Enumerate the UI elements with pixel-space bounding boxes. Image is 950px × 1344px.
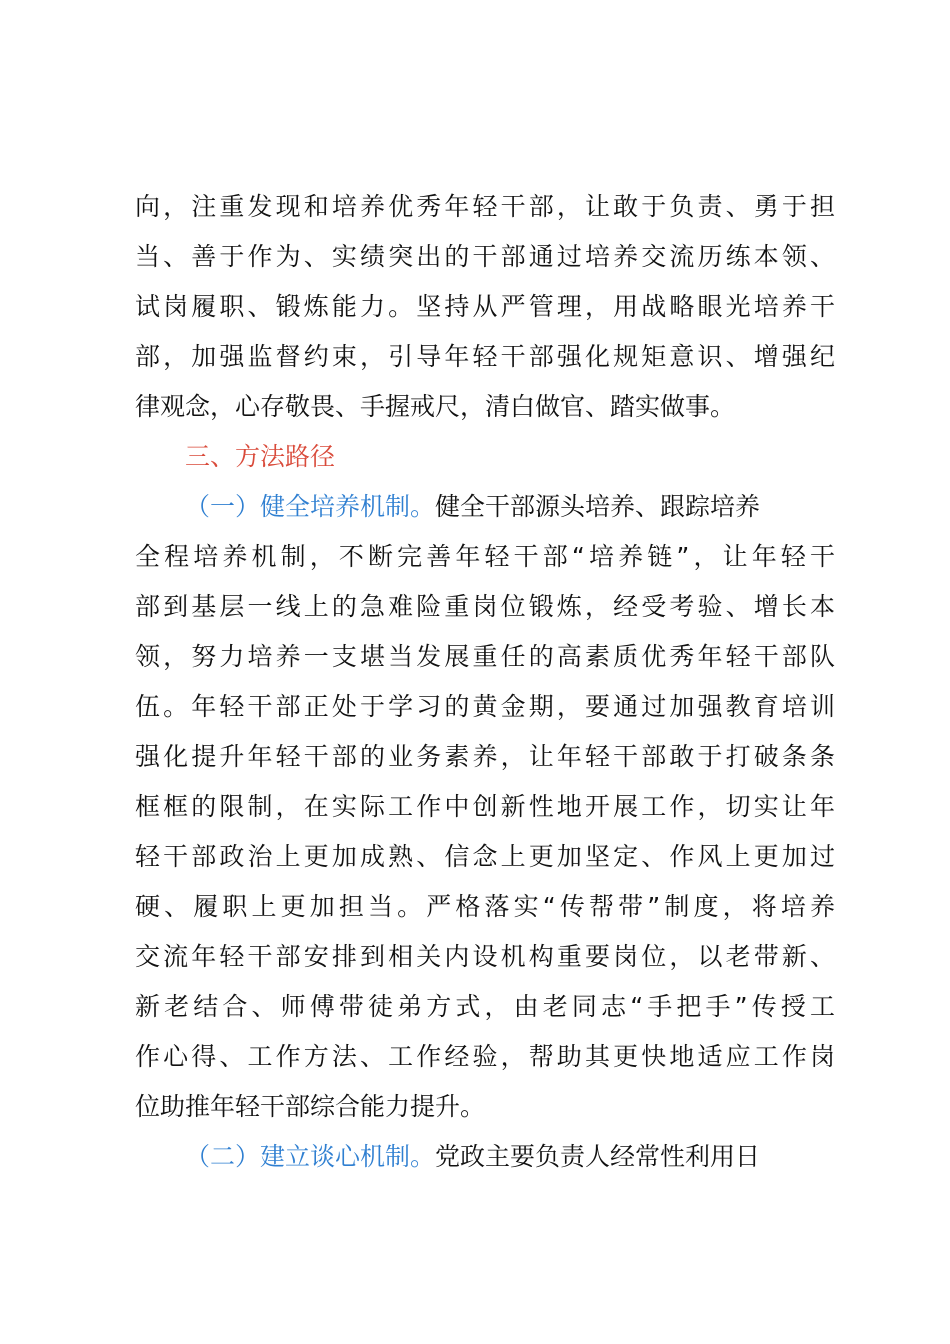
subsection-2-first-line	[135, 1132, 835, 1182]
body-line: 向，注重发现和培养优秀年轻干部，让敢于负责、勇于担	[135, 192, 835, 221]
subsection-1-first-line	[135, 482, 835, 532]
body-line: 领，努力培养一支堪当发展重任的高素质优秀年轻干部队	[135, 642, 835, 671]
body-line: 强化提升年轻干部的业务素养，让年轻干部敢于打破条条	[135, 742, 835, 771]
subsection-1-heading: （一）健全培养机制。	[185, 492, 436, 521]
body-line: 伍。年轻干部正处于学习的黄金期，要通过加强教育培训	[135, 692, 835, 721]
body-line: 框框的限制，在实际工作中创新性地开展工作，切实让年	[135, 792, 835, 821]
subsection-2-first-line-text: 党政主要负责人经常性利用日	[435, 1142, 761, 1171]
subsection-2-heading: （二）建立谈心机制。	[185, 1142, 436, 1171]
body-line: 位助推年轻干部综合能力提升。	[135, 1092, 486, 1121]
body-line: 新老结合、师傅带徒弟方式，由老同志“手把手”传授工	[135, 992, 835, 1021]
subsection-1-first-line-text: 健全干部源头培养、跟踪培养	[435, 492, 761, 521]
body-line: 轻干部政治上更加成熟、信念上更加坚定、作风上更加过	[135, 842, 835, 871]
body-line: 律观念，心存敬畏、手握戒尺，清白做官、踏实做事。	[135, 392, 736, 421]
body-line: 部到基层一线上的急难险重岗位锻炼，经受考验、增长本	[135, 592, 835, 621]
body-line: 试岗履职、锻炼能力。坚持从严管理，用战略眼光培养干	[135, 292, 835, 321]
body-line: 交流年轻干部安排到相关内设机构重要岗位，以老带新、	[135, 942, 835, 971]
body-line: 当、善于作为、实绩突出的干部通过培养交流历练本领、	[135, 242, 835, 271]
document-body	[135, 182, 835, 1182]
body-line: 硬、履职上更加担当。严格落实“传帮带”制度，将培养	[135, 892, 835, 921]
section-heading: 三、方法路径	[185, 442, 336, 471]
body-line: 作心得、工作方法、工作经验，帮助其更快地适应工作岗	[135, 1042, 835, 1071]
body-line: 全程培养机制，不断完善年轻干部“培养链”，让年轻干	[135, 542, 835, 571]
body-line: 部，加强监督约束，引导年轻干部强化规矩意识、增强纪	[135, 342, 835, 371]
